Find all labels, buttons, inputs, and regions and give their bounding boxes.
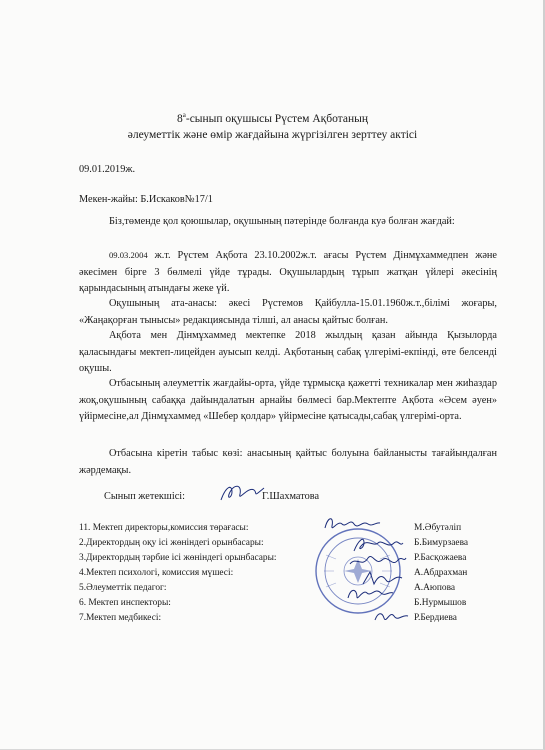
birth-date: 09.03.2004 — [109, 250, 148, 260]
title-text: -сынып оқушысы Рүстем Ақботаның — [185, 112, 368, 125]
signatory-role: 7.Мектеп медбикесі: — [79, 613, 162, 623]
address: Мекен-жайы: Б.Искаков№17/1 — [79, 194, 213, 205]
grade-number: 8 — [177, 112, 183, 125]
document-title-line1 — [0, 111, 545, 125]
signatory-role: 6. Мектеп инспекторы: — [79, 598, 171, 608]
social-pedagog-signature-icon — [345, 583, 395, 603]
signatory-name: А.Абдрахман — [414, 568, 468, 578]
paragraph-income: Отбасына кіретін табыс көзі: анасының қайтыс болуына байланысты тағайындалған жәрдемақы. — [79, 448, 497, 476]
paragraph-social: Отбасының әлеуметтік жағдайы-орта, үйде тұрмысқа қажетті техникалар мен жиһаздар жоқ,оқушының сабаққа дайындалатын арнайы бөлмесі бар.Мектепте Ақбота «Әсем әуен» үйірмесіне,ал Дінмұхаммед «Шебер қолдар» үйірмесіне қатысады,сабақ үлгерімі-орта. — [79, 378, 497, 422]
nurse-signature-icon — [372, 606, 412, 626]
signatory-name: Р.Бердиева — [414, 613, 457, 623]
document-title-line2: әлеуметтік және өмір жағдайына жүргізілген зерттеу актісі — [127, 129, 418, 141]
signatory-role: 4.Мектеп психологі, комиссия мүшесі: — [79, 568, 234, 578]
signatory-role: 2.Директордың оқу ісі жөніндегі орынбасары: — [79, 538, 264, 548]
signatory-name: Р.Басқожаева — [414, 553, 467, 563]
class-teacher-name: Г.Шахматова — [262, 491, 320, 502]
signatory-name: Б.Нурмышов — [414, 598, 467, 608]
paragraph-parents: Оқушының ата-анасы: әкесі Рүстемов Қайбулла-15.01.1960ж.т.,білімі жоғары, «Жаңақорған тынысы» редакциясында тілші, ал анасы қайтыс болған. — [79, 298, 497, 326]
grade-letter: a — [182, 111, 186, 119]
signatory-name: М.Әбутәліп — [414, 523, 462, 533]
signatory-role: 3.Директордың тәрбие ісі жөніндегі орынбасары: — [79, 553, 277, 563]
household-text: ж.т. Рүстем Ақбота 23.10.2002ж.т. ағасы Рүстем Дінмұхаммедпен және әкесімен бірге 3 бөлмелі үйде тұрады. Оқушылардың тұрып жатқан үйлері әкесінің қарындасының атындағы жеке үй. — [79, 250, 497, 294]
paragraph-school: Ақбота мен Дінмұхаммед мектепке 2018 жылдың қазан айында Қызылорда қаласындағы мектеп-лицейден ауысып келді. Ақботаның сабақ үлгерімі-екпінді, өте белсенді оқушы. — [79, 330, 497, 374]
signatory-role: 11. Мектеп директоры,комиссия төрағасы: — [79, 523, 249, 533]
director-signature-icon — [322, 512, 382, 534]
class-teacher-label: Сынып жетекшісі: — [104, 491, 186, 502]
signatory-role: 5.Әлеуметтік педагог: — [79, 583, 167, 593]
signatory-name: А.Аюпова — [414, 583, 456, 593]
signatory-name: Б.Бимурзаева — [414, 538, 469, 548]
paragraph-witness: Біз,төменде қол қоюшылар, оқушының пәтерінде болғанда куә болған жағдай: — [109, 216, 455, 227]
document-date: 09.01.2019ж. — [79, 164, 136, 175]
teacher-signature-icon — [218, 480, 268, 506]
paragraph-household — [79, 247, 497, 298]
